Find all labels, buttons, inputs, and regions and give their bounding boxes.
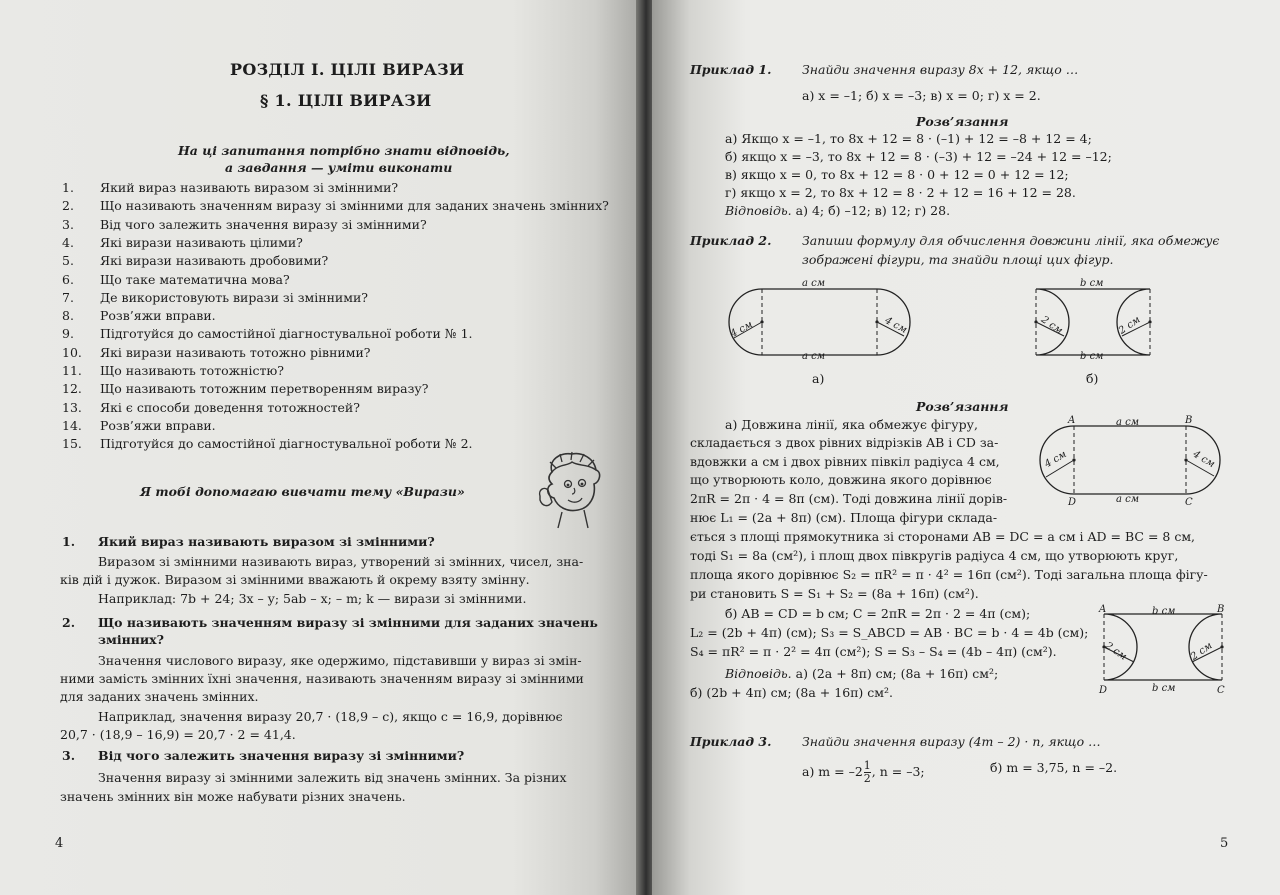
- example-3-case-a: [802, 760, 925, 785]
- question-text: Що таке математична мова?: [100, 271, 290, 287]
- point-A-label: A: [1068, 415, 1076, 426]
- solution-a-line-9: площа якого дорівнює S₂ = πR² = π · 4² = 16π (см²). Тоді загальна площа фігу-: [690, 567, 1208, 582]
- answer-3-number: 3.: [62, 748, 76, 763]
- labeled-figure-b-top: b см: [1152, 606, 1176, 617]
- example-3-case-a-end: , n = –3;: [871, 764, 925, 779]
- example-2-task-line-2: зображені фігури, та знайди площі цих фігур.: [802, 252, 1114, 267]
- section-title: § 1. ЦІЛІ ВИРАЗИ: [260, 91, 432, 110]
- question-text: Що називають тотожним перетворенням виразу?: [100, 381, 429, 397]
- figure-a-caption: а): [812, 371, 825, 386]
- answer-1-question: Який вираз називають виразом зі змінними?: [98, 534, 435, 549]
- question-text: Підготуйся до самостійної діагностувальної роботи № 2.: [100, 436, 473, 452]
- question-number: 3.: [62, 216, 74, 232]
- figure-a-left-radius: 4 см: [728, 319, 755, 340]
- question-text: Які є способи доведення тотожностей?: [100, 399, 360, 415]
- question-number: 10.: [62, 344, 82, 360]
- labeled-figure-a-left-radius: 4 см: [1042, 448, 1069, 471]
- figure-b-right-radius: 2 см: [1116, 314, 1143, 337]
- example-2-answer-line-1: [725, 666, 998, 681]
- point-D2-label: D: [1099, 685, 1108, 696]
- answer-1-text-line-1: Виразом зі змінними називають вираз, утворений зі змінних, чисел, зна-: [98, 554, 584, 569]
- example-2-answer-line-2: б) (2b + 4π) см; (8a + 16π) см².: [690, 685, 893, 700]
- point-B2-label: B: [1217, 604, 1225, 615]
- figure-a-top-label: а см: [802, 278, 826, 289]
- example-1-line-d: г) якщо x = 2, то 8x + 12 = 8 · 2 + 12 = 16 + 12 = 28.: [725, 185, 1076, 200]
- intro-line-2: а завдання — уміти виконати: [225, 160, 453, 175]
- figure-b-top-label: b см: [1080, 278, 1104, 289]
- question-text: Який вираз називають виразом зі змінними?: [100, 180, 399, 195]
- answer-1-number: 1.: [62, 534, 76, 549]
- example-3-task: Знайди значення виразу (4m – 2) · n, якщо …: [802, 734, 1101, 749]
- question-number: 13.: [62, 399, 82, 415]
- question-number: 5.: [62, 253, 74, 269]
- question-number: 9.: [62, 326, 74, 342]
- question-text: Розв’яжи вправи.: [100, 417, 216, 433]
- example-1-task: Знайди значення виразу 8x + 12, якщо …: [802, 62, 1079, 77]
- solution-a-line-10: ри становить S = S₁ + S₂ = (8a + 16π) (см²).: [690, 586, 979, 601]
- solution-a-line-8: тоді S₁ = 8a (см²), і площ двох півкругів радіуса 4 см, що утворюють круг,: [690, 548, 1179, 563]
- labeled-figure-b-bottom: b см: [1152, 683, 1176, 694]
- question-text: Де використовують вирази зі змінними?: [100, 289, 369, 305]
- solution-b-line-2: L₂ = (2b + 4π) (см); S₃ = S_ABCD = AB · BC = b · 4 = 4b (см);: [690, 625, 1089, 640]
- example-2-solution-title: Розв’язання: [916, 399, 1009, 414]
- question-text: Підготуйся до самостійної діагностувальної роботи № 1.: [100, 326, 473, 342]
- answer-2-question-line-1: Що називають значенням виразу зі змінними для заданих значень: [98, 615, 598, 630]
- question-text: Які вирази називають цілими?: [100, 234, 303, 250]
- labeled-figure-a-right-radius: 4 см: [1190, 448, 1217, 471]
- question-number: 11.: [62, 363, 82, 378]
- chapter-title: РОЗДІЛ І. ЦІЛІ ВИРАЗИ: [230, 60, 465, 79]
- solution-b-line-3: S₄ = πR² = π · 2² = 4π (см²); S = S₃ – S₄ = (4b – 4π) (см²).: [690, 644, 1057, 659]
- labeled-figure-a-bottom: а см: [1116, 494, 1140, 505]
- figure-a-right-radius: 4 см: [882, 315, 909, 336]
- point-D-label: D: [1068, 497, 1077, 508]
- example-1-line-c: в) якщо x = 0, то 8x + 12 = 8 · 0 + 12 = 0 + 12 = 12;: [725, 167, 1069, 182]
- point-B-label: B: [1185, 415, 1193, 426]
- intro-line-1: На ці запитання потрібно знати відповідь,: [178, 143, 510, 158]
- question-text: Розв’яжи вправи.: [100, 308, 216, 324]
- question-number: 4.: [62, 234, 74, 250]
- page-number-right: 5: [1220, 836, 1229, 851]
- helper-heading: Я тобі допомагаю вивчати тему «Вирази»: [140, 484, 465, 499]
- figure-b-bottom-label: b см: [1080, 351, 1104, 362]
- answer-3-text-line-1: Значення виразу зі змінними залежить від значень змінних. За різних: [98, 770, 567, 785]
- question-number: 2.: [62, 198, 74, 214]
- solution-a-line-7: ється з площі прямокутника зі сторонами AB = DC = a см і AD = BC = 8 см,: [690, 529, 1196, 544]
- example-2-task-line-1: Запиши формулу для обчислення довжини лінії, яка обмежує: [802, 233, 1220, 248]
- point-A2-label: A: [1099, 604, 1107, 615]
- question-number: 1.: [62, 180, 74, 195]
- example-1-solution-title: Розв’язання: [916, 114, 1009, 129]
- question-number: 7.: [62, 289, 74, 305]
- example-1-label: Приклад 1.: [690, 62, 772, 77]
- question-text: Які вирази називають дробовими?: [100, 253, 329, 269]
- example-3-case-b: б) m = 3,75, n = –2.: [990, 760, 1118, 775]
- labeled-figure-b-right-radius: 2 см: [1188, 640, 1215, 663]
- example-2-label: Приклад 2.: [690, 233, 772, 248]
- answer-2-text-line-1: Значення числового виразу, яке одержимо, підставивши у вираз зі змін-: [98, 653, 582, 668]
- answer-3-text-line-2: значень змінних він може набувати різних значень.: [60, 789, 406, 804]
- answer-1-text-line-2: ків дій і дужок. Виразом зі змінними вважають й окрему взяту змінну.: [60, 572, 530, 587]
- example-1-answer-values: а) 4; б) –12; в) 12; г) 28.: [791, 203, 951, 218]
- point-C-label: C: [1185, 497, 1193, 508]
- answer-2-question-line-2: змінних?: [98, 632, 164, 647]
- solution-a-line-2: складається з двох рівних відрізків AB і CD за-: [690, 435, 999, 450]
- example-1-line-b: б) якщо x = –3, то 8x + 12 = 8 · (–3) + 12 = –24 + 12 = –12;: [725, 149, 1112, 164]
- solution-a-line-5: 2πR = 2π · 4 = 8π (см). Тоді довжина лінії дорів-: [690, 491, 1008, 506]
- page-number-left: 4: [55, 836, 64, 851]
- answer-3-question: Від чого залежить значення виразу зі змінними?: [98, 748, 465, 763]
- example-1-cases: а) x = –1; б) x = –3; в) x = 0; г) x = 2.: [802, 88, 1041, 103]
- example-2-answer-a: а) (2a + 8π) см; (8a + 16π) см²;: [791, 666, 999, 681]
- answer-2-text-line-2: ними замість змінних їхні значення, називають значенням виразу зі змінними: [60, 671, 584, 686]
- solution-a-line-3: вдовжки a см і двох рівних півкіл радіуса 4 см,: [690, 454, 1000, 469]
- question-number: 14.: [62, 417, 82, 433]
- figure-a-bottom-label: а см: [802, 351, 826, 362]
- fraction-denominator: 2: [863, 772, 871, 785]
- example-2-answer-label: Відповідь.: [725, 666, 792, 681]
- answer-2-text-line-3: для заданих значень змінних.: [60, 689, 259, 704]
- labeled-figure-a-top: а см: [1116, 417, 1140, 428]
- answer-1-example: Наприклад: 7b + 24; 3x – y; 5ab – x; – m; k — вирази зі змінними.: [98, 591, 527, 606]
- question-text: Від чого залежить значення виразу зі змінними?: [100, 216, 427, 232]
- fraction-one-half: [864, 760, 871, 785]
- example-1-line-a: а) Якщо x = –1, то 8x + 12 = 8 · (–1) + 12 = –8 + 12 = 4;: [725, 131, 1092, 146]
- example-3-label: Приклад 3.: [690, 734, 772, 749]
- answer-2-example-line-2: 20,7 · (18,9 – 16,9) = 20,7 · 2 = 41,4.: [60, 727, 296, 742]
- question-text: Що називають тотожністю?: [100, 363, 284, 378]
- example-3-case-a-start: а) m = –2: [802, 764, 863, 779]
- answer-2-example-line-1: Наприклад, значення виразу 20,7 · (18,9 – c), якщо c = 16,9, дорівнює: [98, 709, 563, 724]
- figure-b-left-radius: 2 см: [1038, 314, 1065, 337]
- question-number: 8.: [62, 308, 74, 324]
- labeled-figure-b-left-radius: 2 см: [1102, 640, 1129, 663]
- right-page: [652, 0, 1280, 895]
- question-text: Що називають значенням виразу зі змінними для заданих значень змінних?: [100, 198, 609, 214]
- solution-b-line-1: б) AB = CD = b см; C = 2πR = 2π · 2 = 4π (см);: [725, 606, 1031, 621]
- figure-b-caption: б): [1086, 371, 1099, 386]
- question-number: 12.: [62, 381, 82, 397]
- solution-a-line-4: що утворюють коло, довжина якого дорівнює: [690, 472, 992, 487]
- solution-a-line-1: а) Довжина лінії, яка обмежує фігуру,: [725, 417, 978, 432]
- example-1-answer: [725, 203, 950, 218]
- question-number: 15.: [62, 436, 82, 452]
- example-1-answer-label: Відповідь.: [725, 203, 792, 218]
- solution-a-line-6: нює L₁ = (2a + 8π) (см). Площа фігури склада-: [690, 510, 998, 525]
- question-text: Які вирази називають тотожно рівними?: [100, 344, 371, 360]
- point-C2-label: C: [1217, 685, 1225, 696]
- answer-2-number: 2.: [62, 615, 76, 630]
- question-number: 6.: [62, 271, 74, 287]
- cartoon-boy-icon: [538, 450, 604, 530]
- fraction-numerator: 1: [863, 759, 871, 772]
